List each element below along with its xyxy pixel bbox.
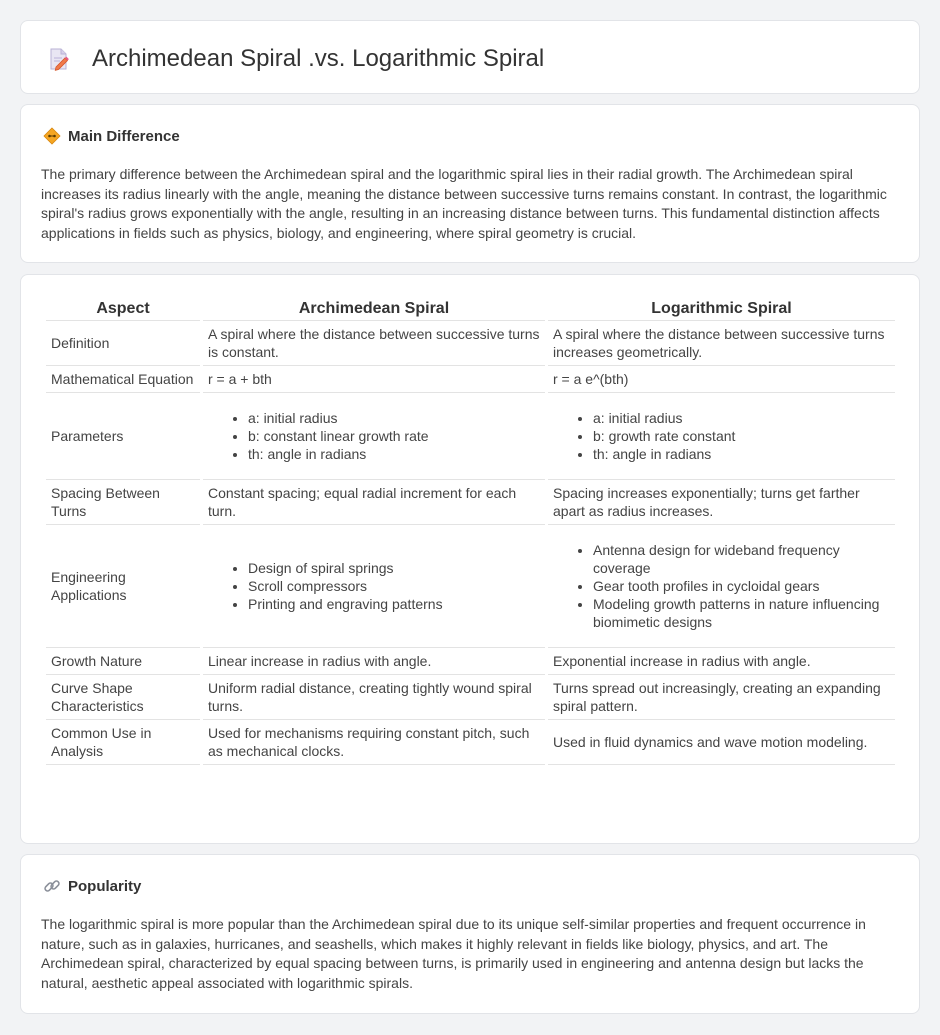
list-item: • b: constant linear growth rate <box>248 427 540 445</box>
link-icon <box>43 877 61 895</box>
table-row <box>46 525 895 648</box>
comparison-table-section <box>20 274 920 844</box>
archimedean-cell: Linear increase in radius with angle. <box>203 648 545 675</box>
popularity-title: Popularity <box>68 877 142 895</box>
list-item: • Antenna design for wideband frequency coverage <box>593 541 890 577</box>
logarithmic-cell: Spacing increases exponentially; turns get farther apart as radius increases. <box>548 480 895 525</box>
bullet-list <box>208 409 540 463</box>
logarithmic-cell: r = a e^(bth) <box>548 366 895 393</box>
list-item: • b: growth rate constant <box>593 427 890 445</box>
table-row <box>46 720 895 765</box>
popularity-text: The logarithmic spiral is more popular than the Archimedean spiral due to its unique self-similar properties and frequent occurrence in nature, such as in galaxies, hurricanes, and seashells, which makes it highly relevant in fields like biology, physics, and art. The Archimedean spiral, characterized by equal spacing between turns, is primarily used in engineering and antenna design but lacks the natural, aesthetic appeal associated with logarithmic spirals. <box>41 916 866 991</box>
bullet-list <box>553 409 890 463</box>
table-row <box>46 321 895 366</box>
header-aspect: Aspect <box>46 297 200 321</box>
aspect-cell: Engineering Applications <box>46 525 200 648</box>
archimedean-cell: Uniform radial distance, creating tightly wound spiral turns. <box>203 675 545 720</box>
aspect-cell: Growth Nature <box>46 648 200 675</box>
header-logarithmic: Logarithmic Spiral <box>548 297 895 321</box>
archimedean-cell: Used for mechanisms requiring constant pitch, such as mechanical clocks. <box>203 720 545 765</box>
logarithmic-cell: Turns spread out increasingly, creating an expanding spiral pattern. <box>548 675 895 720</box>
logarithmic-cell <box>548 525 895 648</box>
list-item: • th: angle in radians <box>248 445 540 463</box>
aspect-cell: Parameters <box>46 393 200 480</box>
aspect-cell: Curve Shape Characteristics <box>46 675 200 720</box>
main-difference-header <box>43 127 180 145</box>
list-item: • Modeling growth patterns in nature influencing biomimetic designs <box>593 595 890 631</box>
header-archimedean: Archimedean Spiral <box>203 297 545 321</box>
archimedean-cell: r = a + bth <box>203 366 545 393</box>
list-item: • Design of spiral springs <box>248 559 540 577</box>
table-header-row <box>46 297 895 321</box>
archimedean-cell: A spiral where the distance between successive turns is constant. <box>203 321 545 366</box>
list-item: • th: angle in radians <box>593 445 890 463</box>
list-item: • Gear tooth profiles in cycloidal gears <box>593 577 890 595</box>
logarithmic-cell: Used in fluid dynamics and wave motion modeling. <box>548 720 895 765</box>
comparison-table <box>43 297 898 765</box>
archimedean-cell <box>203 525 545 648</box>
list-item: • a: initial radius <box>248 409 540 427</box>
document-pencil-icon <box>48 47 70 71</box>
table-row <box>46 366 895 393</box>
aspect-cell: Spacing Between Turns <box>46 480 200 525</box>
aspect-cell: Common Use in Analysis <box>46 720 200 765</box>
aspect-cell: Definition <box>46 321 200 366</box>
main-difference-text: The primary difference between the Archimedean spiral and the logarithmic spiral lies in their radial growth. The Archimedean spiral increases its radius linearly with the angle, meaning the distance between successive turns remains constant. In contrast, the logarithmic spiral's radius grows exponentially with the angle, resulting in an increasing distance between turns. This fundamental distinction affects applications in fields such as physics, biology, and engineering, where spiral geometry is crucial. <box>41 166 887 241</box>
list-item: • Scroll compressors <box>248 577 540 595</box>
table-row <box>46 648 895 675</box>
popularity-header <box>43 877 141 895</box>
table-row <box>46 675 895 720</box>
archimedean-cell: Constant spacing; equal radial increment for each turn. <box>203 480 545 525</box>
logarithmic-cell <box>548 393 895 480</box>
list-item: • a: initial radius <box>593 409 890 427</box>
bullet-list <box>208 559 540 613</box>
logarithmic-cell: Exponential increase in radius with angle. <box>548 648 895 675</box>
diamond-sign-icon <box>43 127 61 145</box>
table-row <box>46 480 895 525</box>
page-title: Archimedean Spiral .vs. Logarithmic Spiral <box>92 45 545 72</box>
aspect-cell: Mathematical Equation <box>46 366 200 393</box>
main-difference-section <box>20 104 920 263</box>
table-row <box>46 393 895 480</box>
main-difference-title: Main Difference <box>68 127 180 145</box>
logarithmic-cell: A spiral where the distance between successive turns increases geometrically. <box>548 321 895 366</box>
header-card <box>20 20 920 94</box>
bullet-list <box>553 541 890 631</box>
popularity-section <box>20 854 920 1014</box>
archimedean-cell <box>203 393 545 480</box>
list-item: • Printing and engraving patterns <box>248 595 540 613</box>
